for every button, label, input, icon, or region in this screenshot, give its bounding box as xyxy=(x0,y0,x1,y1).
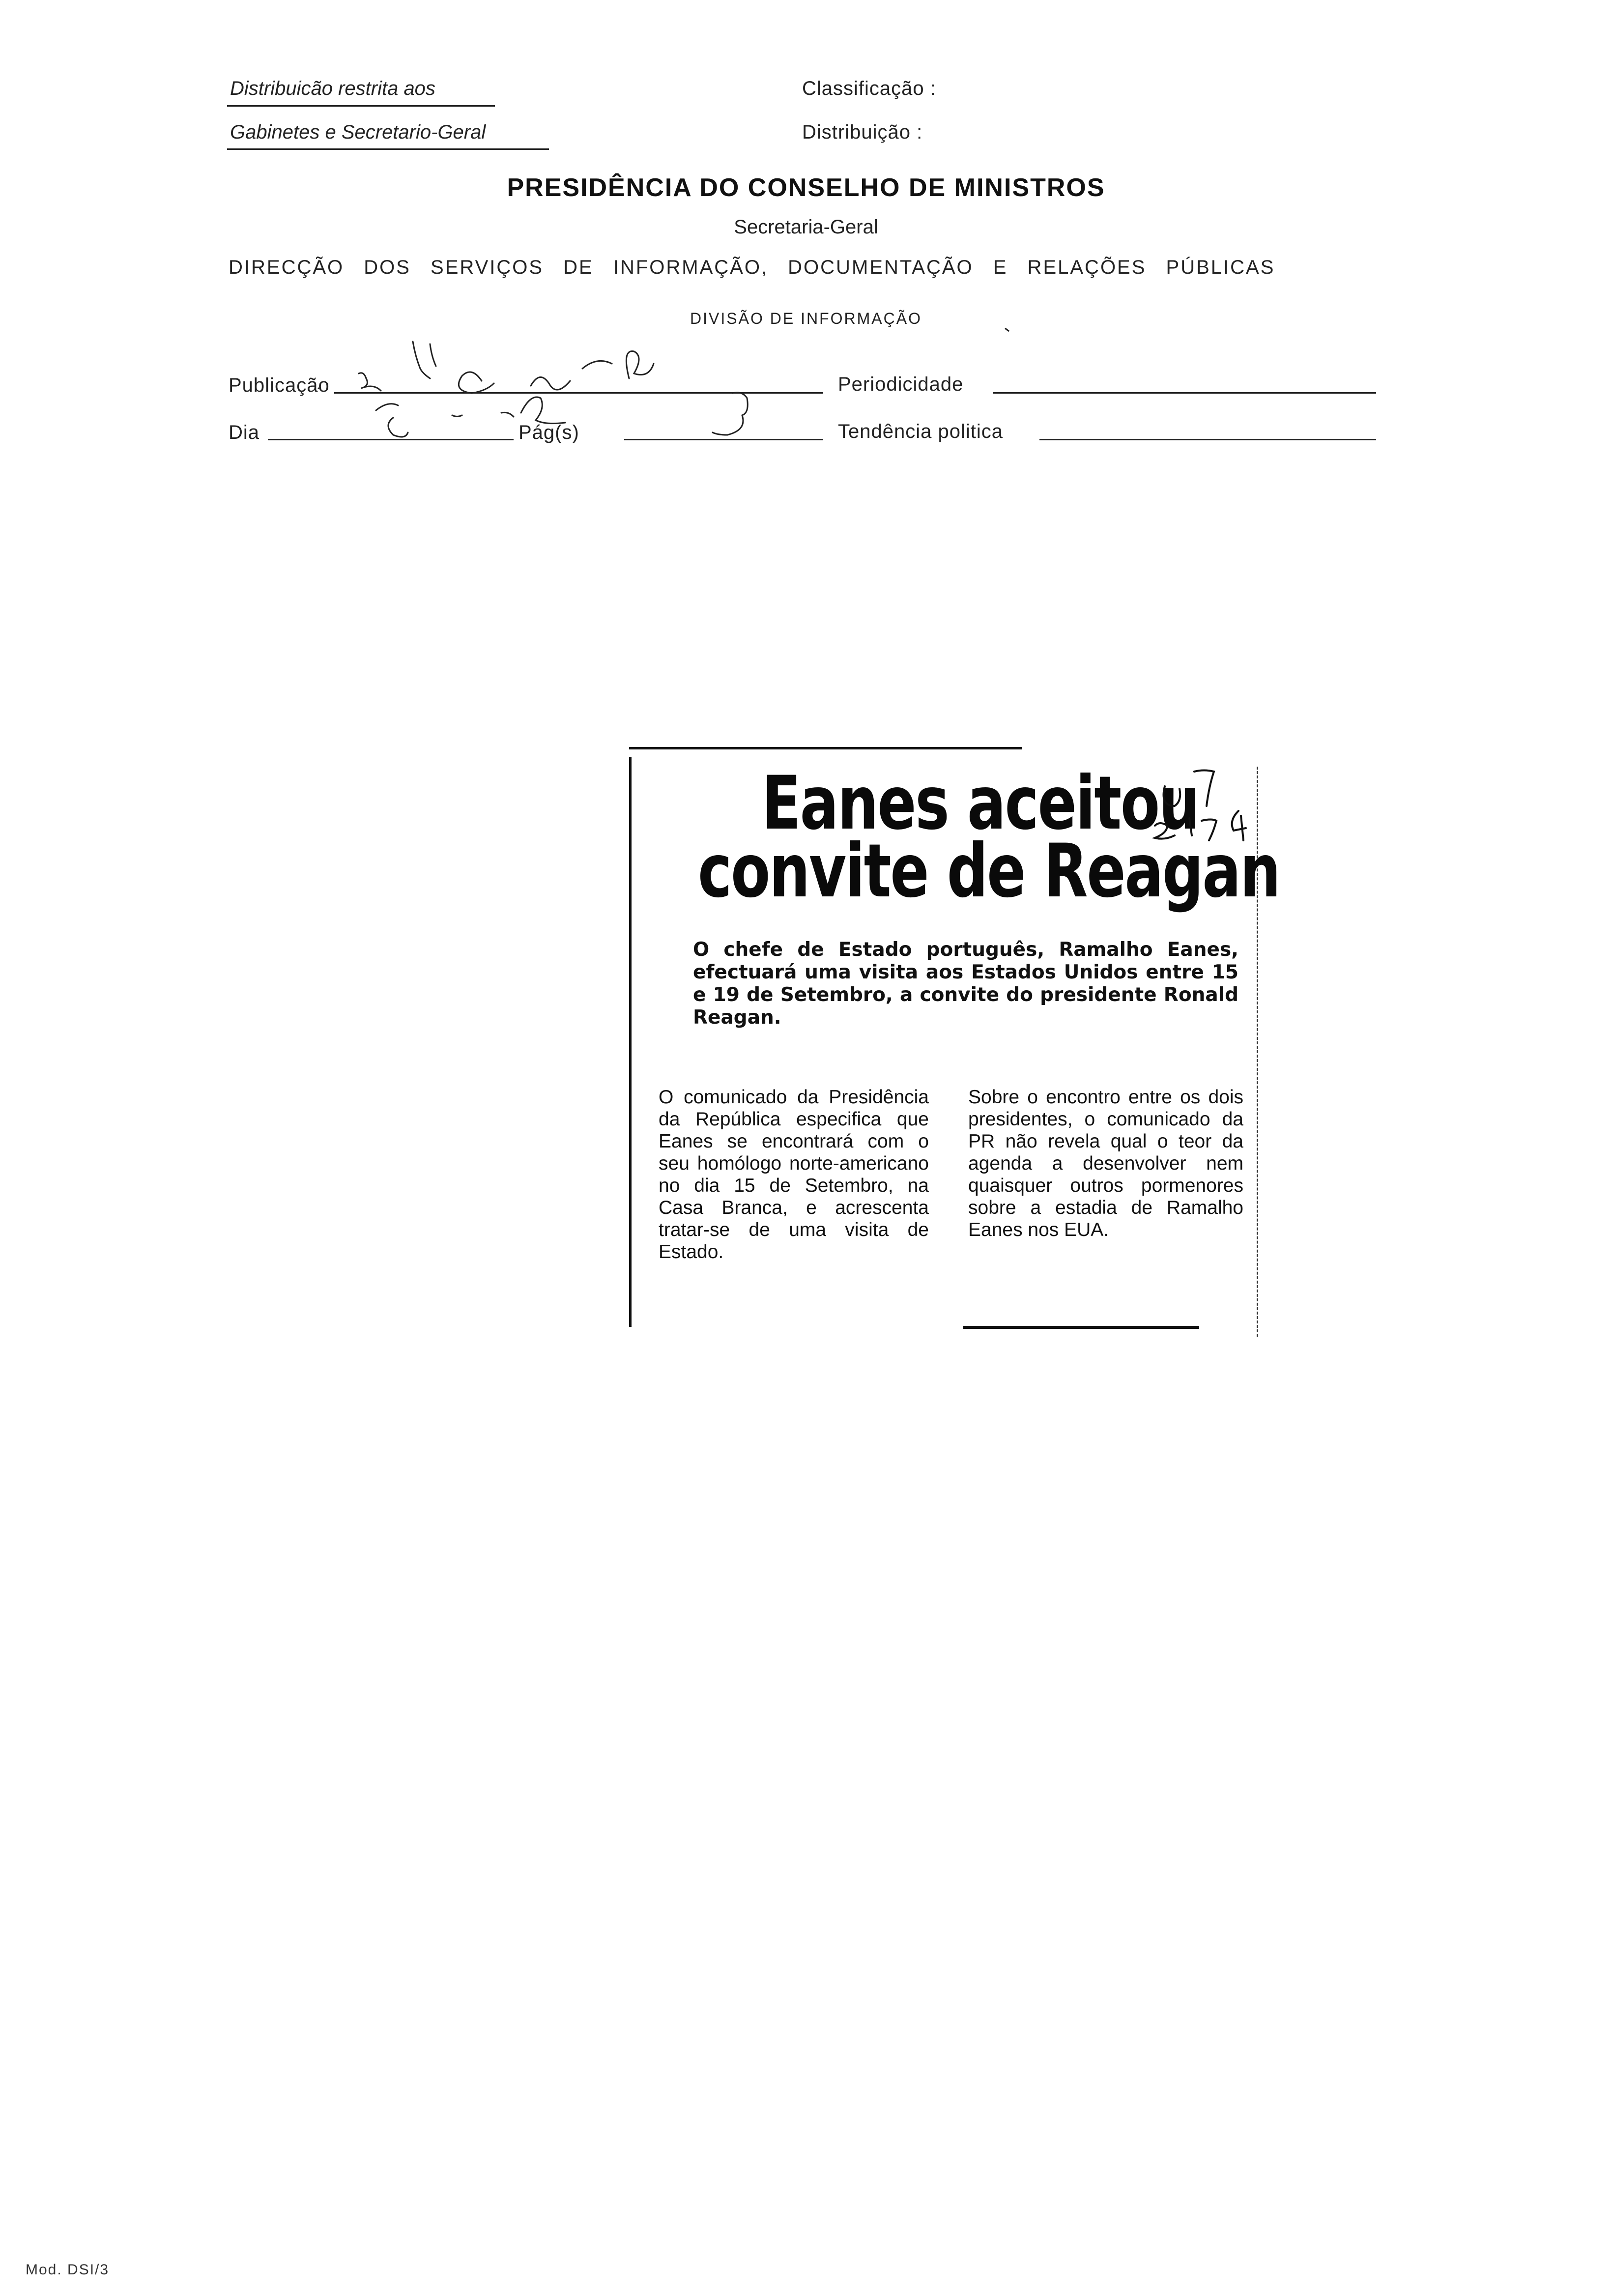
periodicity-field-line xyxy=(993,392,1376,394)
ink-mark xyxy=(1003,324,1012,334)
periodicity-label: Periodicidade xyxy=(838,373,964,395)
pages-label: Pág(s) xyxy=(518,422,579,443)
underline xyxy=(227,105,495,107)
underline xyxy=(227,148,549,150)
distribution-label: Distribuição : xyxy=(802,121,923,143)
clipping-left-border xyxy=(629,757,632,1327)
form-code: Mod. DSI/3 xyxy=(26,2262,110,2278)
department-name: DIRECÇÃO DOS SERVIÇOS DE INFORMAÇÃO, DOCUMENTAÇÃO E RELAÇÕES PÚBLICAS xyxy=(229,257,1275,278)
distribution-restricted-line2: Gabinetes e Secretario-Geral xyxy=(230,121,486,143)
clipping-bottom-rule xyxy=(963,1326,1199,1329)
political-tendency-label: Tendência politica xyxy=(838,421,1003,442)
political-tendency-field-line xyxy=(1039,439,1376,440)
division-name: DIVISÃO DE INFORMAÇÃO xyxy=(690,310,922,327)
lead-paragraph: O chefe de Estado português, Ramalho Eanes, efectuará uma visita aos Estados Unidos entre 15 e 19 de Setembro, a convite do presidente Ronald Reagan. xyxy=(693,939,1238,1029)
handwritten-scribble xyxy=(315,315,806,472)
page-subtitle: Secretaria-Geral xyxy=(734,216,878,238)
publication-label: Publicação xyxy=(229,374,330,396)
headline-line1: Eanes aceitou xyxy=(762,761,1199,846)
classification-label: Classificação : xyxy=(802,78,936,99)
day-label: Dia xyxy=(229,422,260,443)
clipping-top-rule xyxy=(629,747,1022,749)
headline-line2: convite de Reagan xyxy=(698,829,1280,914)
handwritten-date-annotation xyxy=(1121,762,1258,860)
article-column-2: Sobre o encontro entre os dois presidentes, o comunicado da PR não revela qual o teor da agenda a desenvolver nem quaisquer outros pormenores sobre a estadia de Ramalho Eanes nos EUA. xyxy=(968,1087,1243,1240)
distribution-restricted-line1: Distribuicão restrita aos xyxy=(230,78,435,99)
page-title: PRESIDÊNCIA DO CONSELHO DE MINISTROS xyxy=(507,173,1105,202)
article-column-1: O comunicado da Presidência da República especifica que Eanes se encontrará com o seu homólogo norte-americano no dia 15 de Setembro, na Casa Branca, e acrescenta tratar-se de uma visita de Estado. xyxy=(659,1087,929,1263)
newspaper-clipping xyxy=(629,747,1280,1337)
